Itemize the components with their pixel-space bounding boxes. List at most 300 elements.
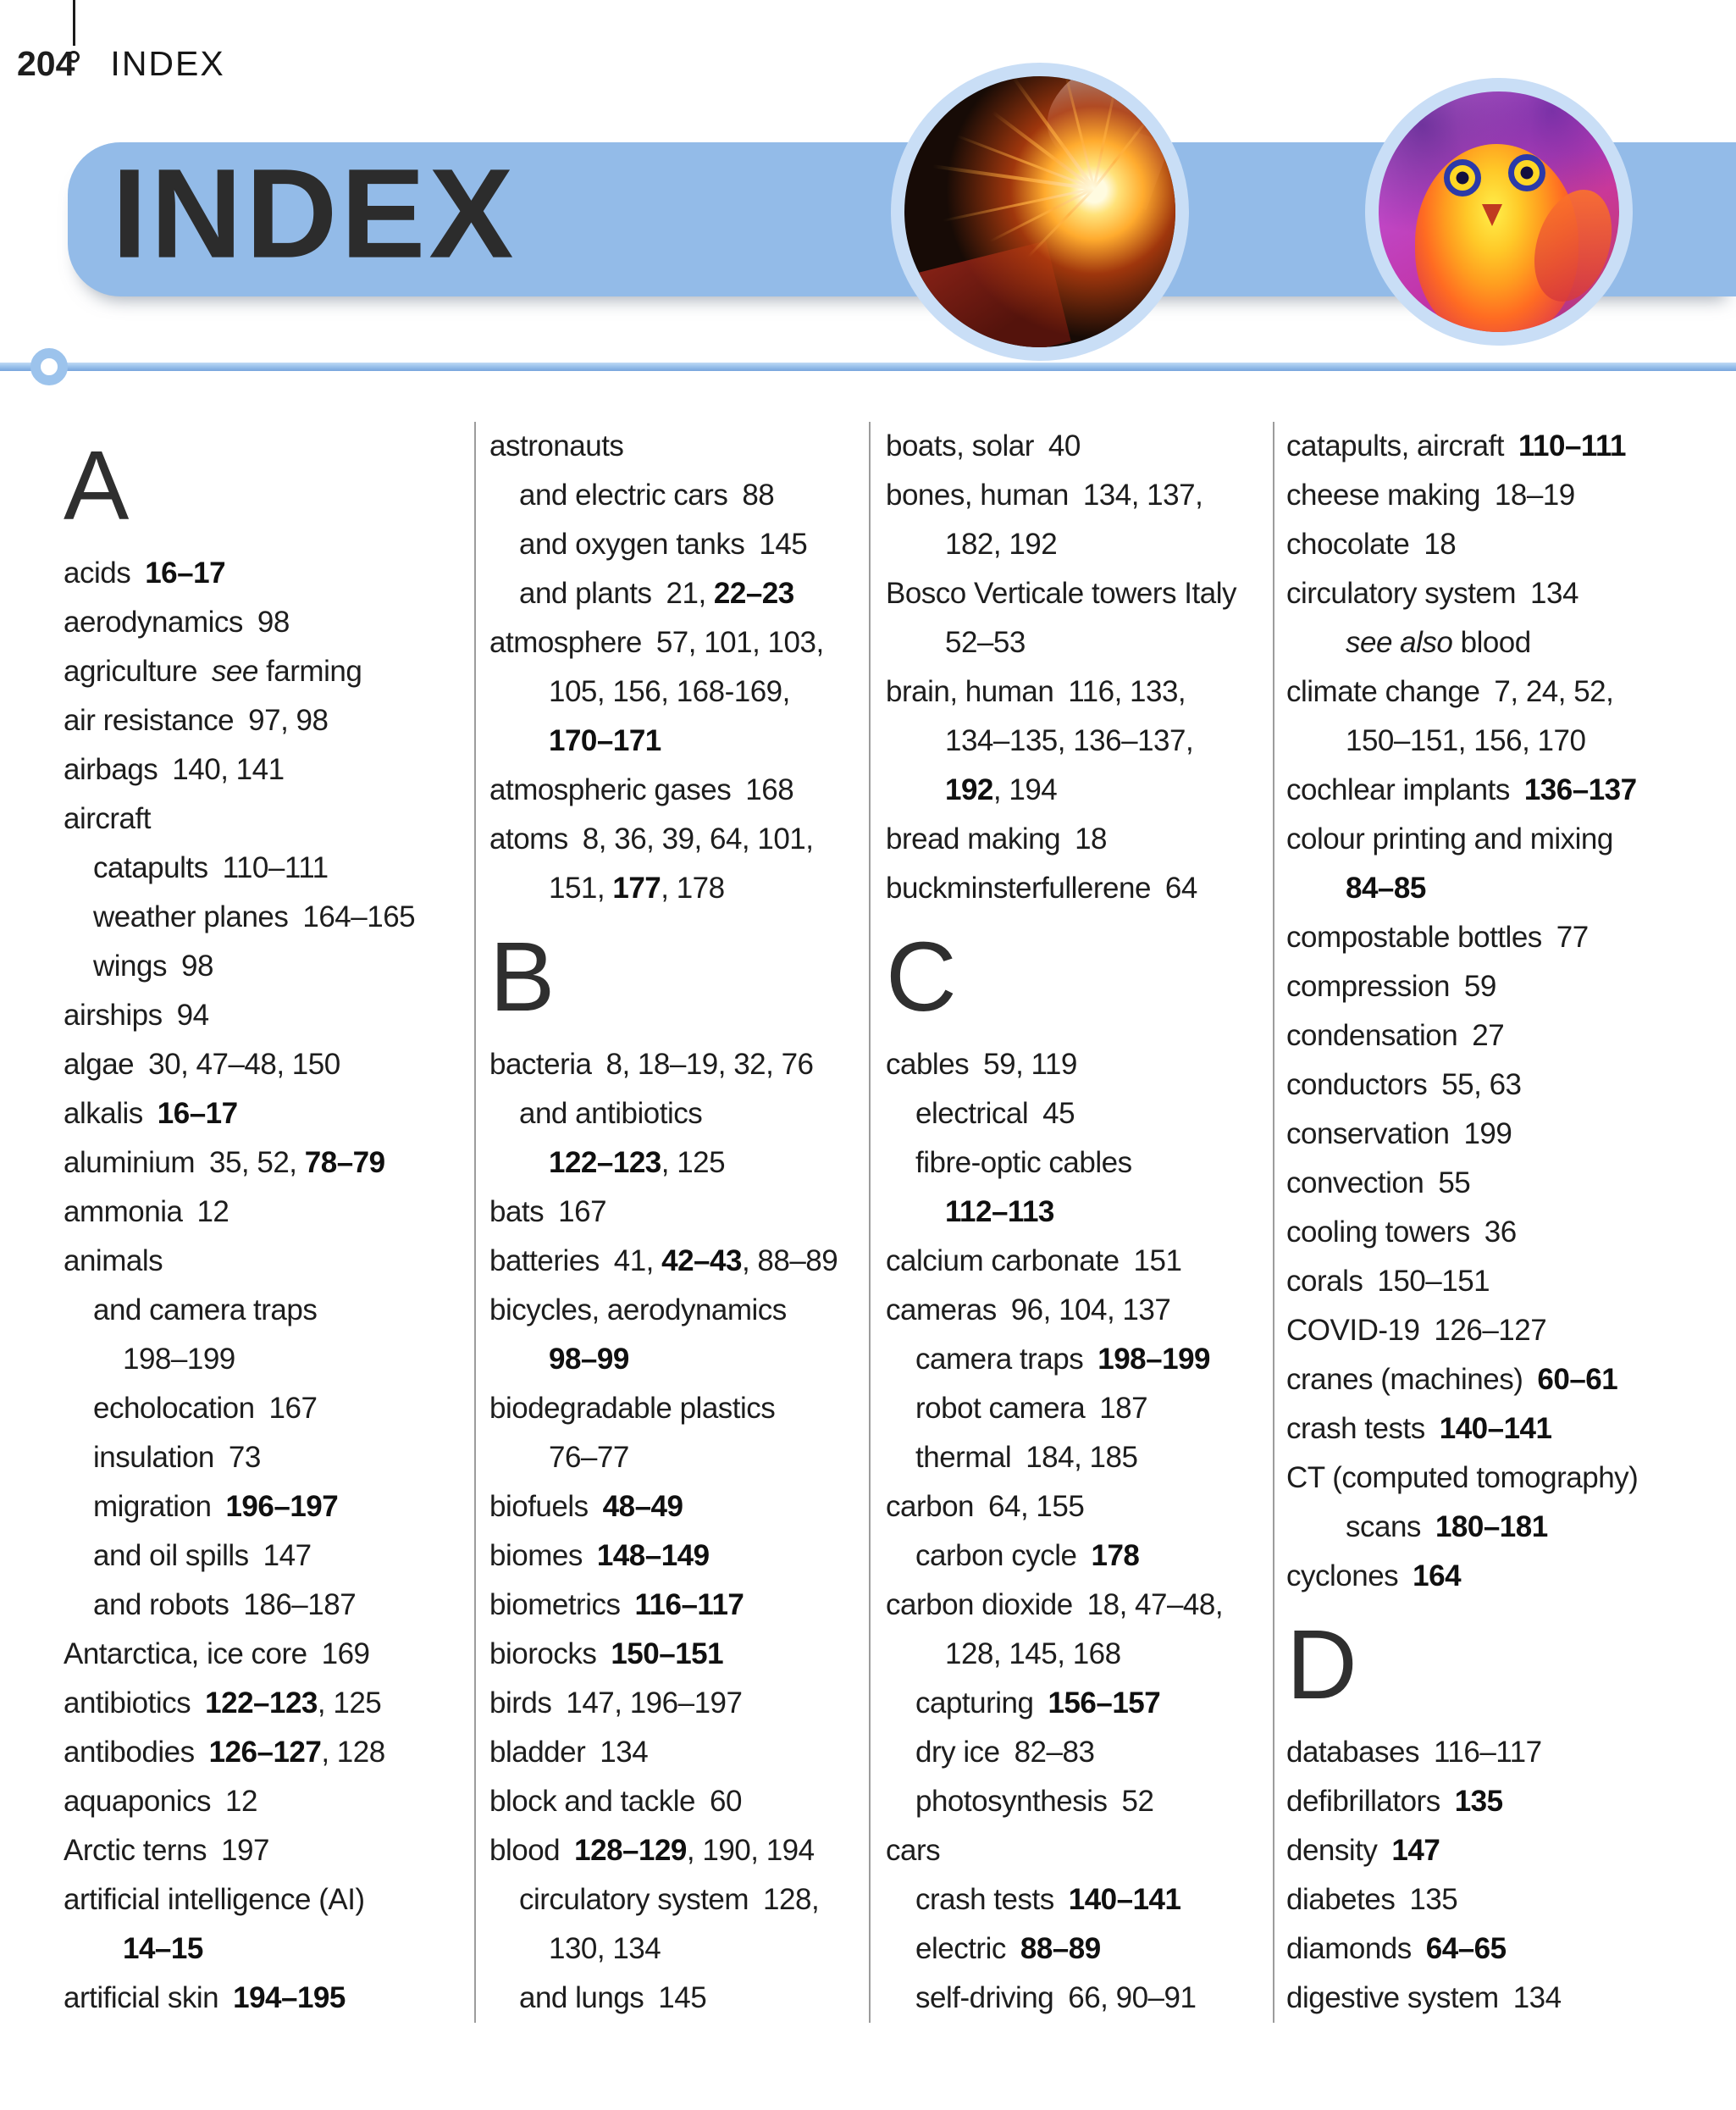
thermal-owl-image (1365, 78, 1633, 346)
entry-text: and oxygen tanks 145 (519, 528, 808, 561)
index-entry (886, 1335, 1273, 1384)
index-entry (489, 569, 869, 618)
index-entry (1286, 422, 1715, 471)
entry-text: condensation 27 (1286, 1019, 1505, 1052)
bold-page-number: 150–151 (611, 1637, 724, 1670)
index-entry (1286, 1208, 1715, 1257)
entry-text: , 125 (317, 1686, 382, 1720)
entry-text: Arctic terns 197 (64, 1834, 269, 1867)
bold-page-number: 140–141 (1439, 1412, 1552, 1445)
bold-page-number: 84–85 (1346, 872, 1426, 905)
entry-text: and camera traps (93, 1293, 318, 1326)
index-entry (64, 1089, 474, 1138)
entry-text: aircraft (64, 802, 151, 835)
index-entry (489, 1728, 869, 1777)
entry-text: agriculture (64, 655, 212, 688)
bold-page-number: 122–123 (205, 1686, 318, 1720)
entry-text: atmosphere 57, 101, 103, (489, 626, 824, 659)
index-entry (64, 1581, 474, 1630)
bold-page-number: 170–171 (549, 724, 661, 757)
index-entry (886, 1581, 1273, 1630)
index-entry (1286, 1826, 1715, 1875)
index-entry (1286, 471, 1715, 520)
index-entry (489, 1777, 869, 1826)
index-entry (489, 1875, 869, 1924)
index-entry (489, 1335, 869, 1384)
index-entry (64, 1188, 474, 1237)
bold-page-number: 136–137 (1523, 773, 1637, 806)
bold-page-number: 198–199 (1097, 1343, 1211, 1376)
index-entry (64, 1875, 474, 1924)
entry-text: aerodynamics 98 (64, 606, 290, 639)
bold-page-number: 60–61 (1537, 1363, 1618, 1396)
entry-text: boats, solar 40 (886, 429, 1081, 462)
index-entry (489, 471, 869, 520)
index-entry (64, 696, 474, 745)
index-entry (64, 647, 474, 696)
entry-text: biodegradable plastics (489, 1392, 776, 1425)
entry-text: blood (1452, 626, 1531, 659)
entry-text: , 88–89 (741, 1244, 838, 1277)
index-column-2 (476, 422, 871, 2023)
index-entry (1286, 1257, 1715, 1306)
index-entry (886, 422, 1273, 471)
index-entry (1286, 1355, 1715, 1404)
index-entry (489, 1531, 869, 1581)
index-entry (64, 1924, 474, 1974)
index-entry (1286, 1728, 1715, 1777)
page-running-head (17, 44, 225, 84)
entry-text: biomes (489, 1539, 597, 1572)
index-entry (489, 618, 869, 667)
decorative-rule (0, 363, 1736, 371)
index-entry (1286, 1306, 1715, 1355)
entry-text: carbon 64, 155 (886, 1490, 1085, 1523)
entry-text: birds 147, 196–197 (489, 1686, 743, 1720)
entry-text: robot camera 187 (915, 1392, 1148, 1425)
index-entry (489, 717, 869, 766)
entry-text: bats 167 (489, 1195, 607, 1228)
entry-text: bones, human 134, 137, (886, 479, 1203, 512)
entry-text: , 128 (321, 1736, 385, 1769)
index-entry (1286, 1061, 1715, 1110)
entry-text: 150–151, 156, 170 (1346, 724, 1586, 757)
bold-page-number: 164 (1413, 1559, 1462, 1592)
index-entry (64, 1826, 474, 1875)
index-entry (886, 1040, 1273, 1089)
index-entry (64, 1040, 474, 1089)
entry-text: echolocation 167 (93, 1392, 318, 1425)
index-entry (64, 1974, 474, 2023)
owl-eye (1508, 154, 1545, 191)
bold-page-number: 196–197 (225, 1490, 339, 1523)
entry-text: weather planes 164–165 (93, 900, 416, 933)
owl-eye (1444, 159, 1481, 197)
entry-text: dry ice 82–83 (915, 1736, 1095, 1769)
entry-text: 151, (549, 872, 613, 905)
index-entry (886, 1384, 1273, 1433)
index-entry (1286, 766, 1715, 815)
entry-text: acids (64, 557, 146, 590)
index-entry (489, 766, 869, 815)
bold-page-number: 14–15 (123, 1932, 203, 1965)
entry-text: self-driving 66, 90–91 (915, 1981, 1197, 2014)
entry-text: biometrics (489, 1588, 635, 1621)
bold-page-number: 148–149 (596, 1539, 710, 1572)
entry-text: antibodies (64, 1736, 209, 1769)
entry-text: wings 98 (93, 950, 213, 983)
entry-text: corals 150–151 (1286, 1265, 1490, 1298)
index-entry (489, 1679, 869, 1728)
index-entry (1286, 1454, 1715, 1503)
bold-page-number: 126–127 (208, 1736, 322, 1769)
entry-text: insulation 73 (93, 1441, 261, 1474)
entry-text: and robots 186–187 (93, 1588, 357, 1621)
index-entry (886, 1286, 1273, 1335)
entry-text: ammonia 12 (64, 1195, 229, 1228)
index-entry (489, 1089, 869, 1138)
entry-text: thermal 184, 185 (915, 1441, 1138, 1474)
entry-text: chocolate 18 (1286, 528, 1457, 561)
index-entry (1286, 1503, 1715, 1552)
index-column-1 (64, 422, 476, 2023)
entry-text: COVID-19 126–127 (1286, 1314, 1547, 1347)
index-entry (886, 1826, 1273, 1875)
bold-page-number: 110–111 (1518, 429, 1626, 462)
entry-text: diamonds (1286, 1932, 1426, 1965)
index-entry (886, 1974, 1273, 2023)
index-entry (64, 598, 474, 647)
entry-text: 198–199 (123, 1343, 235, 1376)
index-entry (64, 1630, 474, 1679)
entry-text: cranes (machines) (1286, 1363, 1538, 1396)
index-entry (886, 1433, 1273, 1482)
index-entry (64, 1777, 474, 1826)
entry-text: animals (64, 1244, 163, 1277)
index-entry (1286, 618, 1715, 667)
entry-text: atoms 8, 36, 39, 64, 101, (489, 822, 814, 856)
index-entry (886, 1875, 1273, 1924)
entry-text: photosynthesis 52 (915, 1785, 1154, 1818)
entry-text: capturing (915, 1686, 1048, 1720)
entry-text: Bosco Verticale towers Italy (886, 577, 1236, 610)
entry-text: cars (886, 1834, 941, 1867)
entry-text: batteries 41, (489, 1244, 662, 1277)
index-entry (64, 1679, 474, 1728)
section-heading-B: B (489, 922, 556, 1032)
entry-text: biofuels (489, 1490, 603, 1523)
bold-page-number: 64–65 (1425, 1932, 1507, 1965)
entry-text: aluminium 35, 52, (64, 1146, 305, 1179)
index-entry (64, 844, 474, 893)
entry-text: airships 94 (64, 999, 209, 1032)
index-entry (64, 1531, 474, 1581)
index-entry (886, 864, 1273, 913)
bold-page-number: 128–129 (574, 1834, 687, 1867)
index-entry (1286, 1974, 1715, 2023)
banner-title: INDEX (112, 141, 517, 285)
entry-text: Antarctica, ice core 169 (64, 1637, 370, 1670)
index-entry (1286, 569, 1715, 618)
index-entry (886, 1482, 1273, 1531)
bold-page-number: 48–49 (602, 1490, 683, 1523)
index-entry (886, 1237, 1273, 1286)
entry-text: catapults 110–111 (93, 851, 329, 884)
bold-page-number: 177 (612, 872, 661, 905)
index-entry (64, 1384, 474, 1433)
index-entry (1286, 717, 1715, 766)
index-entry (489, 1826, 869, 1875)
entry-text: 76–77 (549, 1441, 629, 1474)
entry-text: colour printing and mixing (1286, 822, 1613, 856)
index-entry (886, 1777, 1273, 1826)
index-entry (489, 1630, 869, 1679)
index-entry (489, 1581, 869, 1630)
entry-text: camera traps (915, 1343, 1098, 1376)
index-entry (1286, 1011, 1715, 1061)
index-entry (886, 1138, 1273, 1188)
entry-text: cheese making 18–19 (1286, 479, 1575, 512)
index-entry (886, 1630, 1273, 1679)
entry-text: and electric cars 88 (519, 479, 775, 512)
running-head-title: INDEX (110, 44, 225, 83)
entry-text: bladder 134 (489, 1736, 649, 1769)
index-entry (489, 1286, 869, 1335)
entry-text: catapults, aircraft (1286, 429, 1518, 462)
owl-beak (1482, 204, 1502, 226)
entry-text: cables 59, 119 (886, 1048, 1077, 1081)
trim-mark-line (73, 0, 75, 46)
entry-text: bacteria 8, 18–19, 32, 76 (489, 1048, 814, 1081)
entry-text: compostable bottles 77 (1286, 921, 1589, 954)
index-entry (489, 1040, 869, 1089)
entry-text: 130, 134 (549, 1932, 661, 1965)
entry-text: electric (915, 1932, 1020, 1965)
index-entry (1286, 667, 1715, 717)
index-entry (886, 717, 1273, 766)
entry-text: migration (93, 1490, 226, 1523)
entry-text: cameras 96, 104, 137 (886, 1293, 1171, 1326)
index-entry (489, 422, 869, 471)
entry-text: airbags 140, 141 (64, 753, 285, 786)
entry-text: biorocks (489, 1637, 611, 1670)
entry-text: diabetes 135 (1286, 1883, 1458, 1916)
index-entry (1286, 1875, 1715, 1924)
entry-text: crash tests (915, 1883, 1069, 1916)
cross-reference: see (211, 655, 258, 688)
entry-text: antibiotics (64, 1686, 206, 1720)
bold-page-number: 16–17 (145, 557, 226, 590)
bold-page-number: 22–23 (713, 577, 794, 610)
bold-page-number: 78–79 (304, 1146, 385, 1179)
index-entry (489, 864, 869, 913)
index-entry (886, 667, 1273, 717)
entry-text: , 125 (661, 1146, 726, 1179)
entry-text: climate change 7, 24, 52, (1286, 675, 1614, 708)
index-entry (1286, 1777, 1715, 1826)
entry-text: 105, 156, 168-169, (549, 675, 790, 708)
entry-text: conductors 55, 63 (1286, 1068, 1522, 1101)
index-entry (489, 1974, 869, 2023)
bold-page-number: 135 (1454, 1785, 1503, 1818)
bold-page-number: 116–117 (634, 1588, 744, 1621)
entry-text: and lungs 145 (519, 1981, 707, 2014)
index-entry (886, 766, 1273, 815)
index-entry (489, 520, 869, 569)
entry-text: air resistance 97, 98 (64, 704, 329, 737)
entry-text: , 178 (661, 872, 725, 905)
index-entry (886, 1188, 1273, 1237)
index-entry (64, 1433, 474, 1482)
index-entry (64, 1335, 474, 1384)
index-entry (64, 549, 474, 598)
index-entry (489, 1237, 869, 1286)
entry-text: digestive system 134 (1286, 1981, 1562, 2014)
index-entry (489, 1482, 869, 1531)
bold-page-number: 192 (945, 773, 993, 806)
rule-ring-ornament (30, 348, 68, 385)
index-entry (1286, 962, 1715, 1011)
section-heading-D: D (1286, 1609, 1357, 1720)
index-entry (64, 1728, 474, 1777)
entry-text: density (1286, 1834, 1392, 1867)
index-entry (64, 1482, 474, 1531)
index-entry (886, 1089, 1273, 1138)
section-heading-C: C (886, 922, 957, 1032)
index-entry (489, 1924, 869, 1974)
entry-text: bread making 18 (886, 822, 1107, 856)
bold-page-number: 98–99 (549, 1343, 629, 1376)
index-entry (1286, 1924, 1715, 1974)
bold-page-number: 147 (1391, 1834, 1440, 1867)
index-entry (64, 1286, 474, 1335)
entry-text: alkalis (64, 1097, 158, 1130)
index-entry (489, 815, 869, 864)
entry-text: aquaponics 12 (64, 1785, 257, 1818)
entry-text: farming (257, 655, 362, 688)
index-entry (64, 893, 474, 942)
index-entry (1286, 1159, 1715, 1208)
index-entry (489, 1384, 869, 1433)
bold-page-number: 122–123 (549, 1146, 661, 1179)
bold-page-number: 16–17 (157, 1097, 238, 1130)
index-entry (489, 1138, 869, 1188)
entry-text: circulatory system 128, (519, 1883, 820, 1916)
entry-text: cyclones (1286, 1559, 1413, 1592)
index-entry (64, 1237, 474, 1286)
index-entry (64, 745, 474, 795)
index-columns (64, 422, 1715, 2023)
entry-text: databases 116–117 (1286, 1736, 1542, 1769)
index-entry (886, 1728, 1273, 1777)
entry-text: circulatory system 134 (1286, 577, 1578, 610)
index-entry (886, 815, 1273, 864)
index-entry (886, 471, 1273, 520)
entry-text: scans (1346, 1510, 1435, 1543)
entry-text: defibrillators (1286, 1785, 1455, 1818)
entry-text: 52–53 (945, 626, 1026, 659)
entry-text: and plants 21, (519, 577, 714, 610)
bold-page-number: 140–141 (1068, 1883, 1181, 1916)
index-entry (489, 1433, 869, 1482)
index-entry (1286, 864, 1715, 913)
index-entry (1286, 1552, 1715, 1601)
entry-text: cochlear implants (1286, 773, 1524, 806)
bold-page-number: 88–89 (1020, 1932, 1101, 1965)
entry-text: 128, 145, 168 (945, 1637, 1121, 1670)
index-entry (489, 1188, 869, 1237)
index-entry (886, 1679, 1273, 1728)
index-entry (886, 618, 1273, 667)
entry-text: block and tackle 60 (489, 1785, 742, 1818)
entry-text: blood (489, 1834, 575, 1867)
entry-text: carbon dioxide 18, 47–48, (886, 1588, 1224, 1621)
entry-text: atmospheric gases 168 (489, 773, 794, 806)
index-entry (64, 942, 474, 991)
entry-text: convection 55 (1286, 1166, 1471, 1199)
bold-page-number: 178 (1091, 1539, 1140, 1572)
index-entry (1286, 520, 1715, 569)
index-entry (886, 520, 1273, 569)
index-entry (886, 1924, 1273, 1974)
entry-text: conservation 199 (1286, 1117, 1512, 1150)
index-entry (489, 667, 869, 717)
bold-page-number: 42–43 (661, 1244, 742, 1277)
index-entry (64, 795, 474, 844)
entry-text: buckminsterfullerene 64 (886, 872, 1197, 905)
bold-page-number: 156–157 (1048, 1686, 1161, 1720)
bold-page-number: 194–195 (233, 1981, 346, 2014)
index-entry (1286, 1404, 1715, 1454)
entry-text: electrical 45 (915, 1097, 1075, 1130)
entry-text: artificial skin (64, 1981, 234, 2014)
index-entry (886, 1531, 1273, 1581)
cross-reference: see also (1346, 626, 1453, 659)
entry-text: , 190, 194 (686, 1834, 815, 1867)
index-entry (886, 569, 1273, 618)
index-entry (1286, 913, 1715, 962)
index-entry (64, 991, 474, 1040)
entry-text: 182, 192 (945, 528, 1058, 561)
entry-text: , 194 (992, 773, 1058, 806)
entry-text: fibre-optic cables (915, 1146, 1132, 1179)
index-column-4 (1274, 422, 1715, 2023)
bold-page-number: 112–113 (945, 1195, 1054, 1228)
entry-text: and oil spills 147 (93, 1539, 312, 1572)
entry-text: carbon cycle (915, 1539, 1092, 1572)
index-entry (1286, 1110, 1715, 1159)
entry-text: cooling towers 36 (1286, 1216, 1517, 1249)
bold-page-number: 180–181 (1435, 1510, 1548, 1543)
grinding-sparks-image (891, 63, 1189, 361)
entry-text: brain, human 116, 133, (886, 675, 1186, 708)
entry-text: bicycles, aerodynamics (489, 1293, 787, 1326)
entry-text: and antibiotics (519, 1097, 703, 1130)
entry-text: algae 30, 47–48, 150 (64, 1048, 340, 1081)
index-column-3 (871, 422, 1274, 2023)
page-number: 204 (17, 44, 75, 83)
index-entry (1286, 815, 1715, 864)
entry-text: astronauts (489, 429, 624, 462)
entry-text: compression 59 (1286, 970, 1496, 1003)
entry-text: CT (computed tomography) (1286, 1461, 1639, 1494)
index-entry (64, 1138, 474, 1188)
entry-text: calcium carbonate 151 (886, 1244, 1182, 1277)
entry-text: 134–135, 136–137, (945, 724, 1194, 757)
entry-text: crash tests (1286, 1412, 1440, 1445)
entry-text: artificial intelligence (AI) (64, 1883, 365, 1916)
section-heading-A: A (64, 430, 130, 540)
